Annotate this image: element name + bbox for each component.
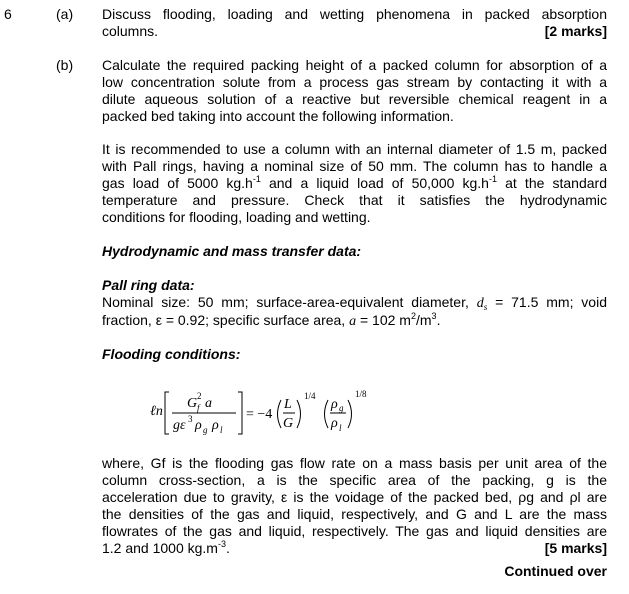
eq-den-sub1: g bbox=[203, 425, 208, 435]
question-number: 6 bbox=[4, 6, 12, 22]
eq-den-rho2: ρ bbox=[212, 418, 219, 433]
part-a-line-2-row bbox=[102, 23, 607, 40]
part-a-marks: [2 marks] bbox=[544, 23, 607, 39]
where-paragraph bbox=[102, 455, 607, 557]
eq-ln: ℓn bbox=[150, 404, 163, 419]
where-line: acceleration due to gravity, ε is the voidage of the packed bed, ρg and ρl are bbox=[102, 489, 607, 505]
part-b-p1-line: dilute aqueous solution of a reactive but reversible chemical reagent in a bbox=[102, 91, 607, 107]
part-a-line-2: columns. bbox=[102, 23, 159, 39]
continued-over: Continued over bbox=[504, 563, 607, 579]
part-a-label: (a) bbox=[56, 6, 74, 22]
eq-L: L bbox=[284, 397, 292, 412]
hydro-heading: Hydrodynamic and mass transfer data: bbox=[102, 243, 362, 259]
pall-heading: Pall ring data: bbox=[102, 277, 195, 293]
eq-den-sup: 3 bbox=[188, 414, 193, 424]
pall-line-1: Nominal size: 50 mm; surface-area-equivalent diameter, $d_s = 71.5$ mm; void bbox=[102, 294, 607, 312]
eq-exp1: 1/4 bbox=[304, 391, 316, 401]
part-b-label: (b) bbox=[56, 57, 74, 73]
where-line: flowrates of the gas and liquid, respectively. The gas and liquid densities are bbox=[102, 523, 607, 539]
where-line: the densities of the gas and liquid, respectively, and G and L are the mass bbox=[102, 506, 607, 522]
eq-den-rho1: ρ bbox=[195, 418, 202, 433]
eq-paren-open-2 bbox=[325, 400, 329, 428]
part-b-p1-line: Calculate the required packing height of a packed column for absorption of a bbox=[102, 57, 607, 73]
spec-line-4: temperature and pressure. Check that it satisfies the hydrodynamic bbox=[102, 192, 607, 208]
eq-paren-close-1 bbox=[297, 400, 301, 428]
eq-num-G: G bbox=[187, 396, 198, 411]
part-b-marks: [5 marks] bbox=[544, 540, 607, 556]
part-b-p1-line: low concentration solute from a process gas stream by contacting it with a bbox=[102, 74, 607, 90]
flooding-heading: Flooding conditions: bbox=[102, 346, 241, 362]
eq-rho-l-sub: l bbox=[339, 423, 342, 433]
part-b-intro bbox=[102, 57, 607, 125]
where-last-row: 1.2 and 1000 $kg.m^{-3}$. [5 marks] bbox=[102, 539, 607, 556]
eq-num-sup: 2 bbox=[197, 391, 202, 401]
where-line: where, Gf is the flooding gas flow rate on a mass basis per unit area of the bbox=[102, 455, 607, 471]
eq-rho-g-sub: g bbox=[339, 403, 344, 413]
eq-den-g: gε bbox=[173, 418, 186, 433]
flooding-equation bbox=[150, 380, 390, 440]
eq-rho-l: ρ bbox=[331, 416, 338, 431]
spec-line-2: with Pall rings, having a nominal size of 50 mm. The column has to handle a bbox=[102, 158, 607, 174]
part-a-text bbox=[102, 6, 607, 40]
part-b-column-spec bbox=[102, 141, 607, 226]
eq-rho-g: ρ bbox=[331, 397, 338, 412]
spec-line-5: conditions for flooding, loading and wetting. bbox=[102, 209, 371, 225]
spec-line-1: It is recommended to use a column with an internal diameter of 1.5 m, packed bbox=[102, 141, 607, 157]
part-b-p1-line: packed bed taking into account the following information. bbox=[102, 108, 454, 124]
eq-den-sub2: l bbox=[220, 425, 223, 435]
eq-num-a: a bbox=[205, 396, 212, 411]
eq-paren-close-2 bbox=[348, 400, 352, 428]
eq-left-bracket bbox=[165, 392, 169, 434]
part-a-line-1: Discuss flooding, loading and wetting phenomena in packed absorption bbox=[102, 6, 607, 22]
eq-G: G bbox=[283, 416, 294, 431]
eq-rhs: = −4 bbox=[246, 407, 273, 422]
eq-exp2: 1/8 bbox=[355, 389, 367, 399]
eq-num-sub: f bbox=[197, 403, 200, 413]
spec-line-3: gas load of 5000 $kg.h^{-1}$ and a liquid load of 50,000 $kg.h^{-1}$ at the standard bbox=[102, 174, 607, 191]
pall-ring-data bbox=[102, 277, 607, 330]
eq-paren-open-1 bbox=[278, 400, 282, 428]
pall-line-2: fraction, ε = 0.92; specific surface area, a = 102 $m^2/m^3$. bbox=[102, 311, 441, 329]
where-line: column cross-section, a is the specific area of the packing, g is the bbox=[102, 472, 607, 488]
eq-right-bracket bbox=[238, 392, 242, 434]
